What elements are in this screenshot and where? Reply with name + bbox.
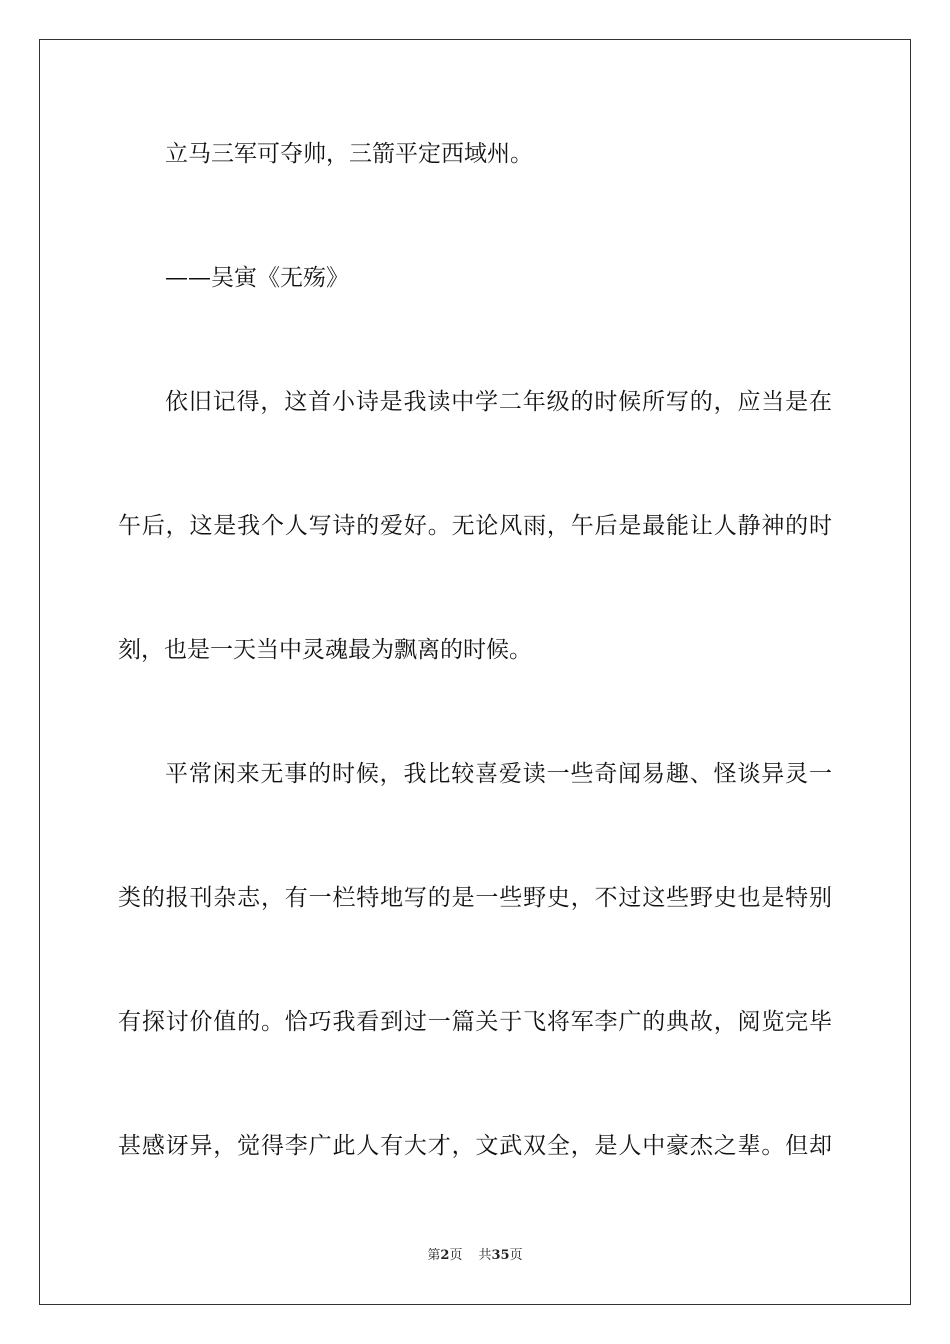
total-prefix: 共: [478, 1248, 492, 1263]
paragraph-line: 类的报刊杂志，有一栏特地写的是一些野史，不过这些野史也是特别: [118, 885, 832, 911]
poem-attribution: ——吴寅《无殇》: [165, 265, 349, 291]
paragraph-line: 甚感讶异，觉得李广此人有大才，文武双全，是人中豪杰之辈。但却: [118, 1133, 832, 1159]
total-suffix: 页: [509, 1248, 523, 1263]
paragraph-line: 午后，这是我个人写诗的爱好。无论风雨，午后是最能让人静神的时: [118, 513, 832, 539]
poem-line: 立马三军可夺帅，三箭平定西域州。: [165, 141, 533, 167]
paragraph-line: 依旧记得，这首小诗是我读中学二年级的时候所写的，应当是在: [165, 389, 832, 415]
paragraph-line: 平常闲来无事的时候，我比较喜爱读一些奇闻易趣、怪谈异灵一: [165, 761, 832, 787]
total-pages: 35: [491, 1248, 510, 1263]
paragraph-line: 刻，也是一天当中灵魂最为飘离的时候。: [118, 637, 532, 663]
page-prefix: 第: [427, 1248, 441, 1263]
page-suffix: 页: [449, 1248, 463, 1263]
page-number: 2: [440, 1248, 450, 1263]
paragraph-line: 有探讨价值的。恰巧我看到过一篇关于飞将军李广的典故，阅览完毕: [118, 1009, 832, 1035]
page-border: [39, 39, 911, 1305]
page-footer: [0, 1247, 950, 1265]
